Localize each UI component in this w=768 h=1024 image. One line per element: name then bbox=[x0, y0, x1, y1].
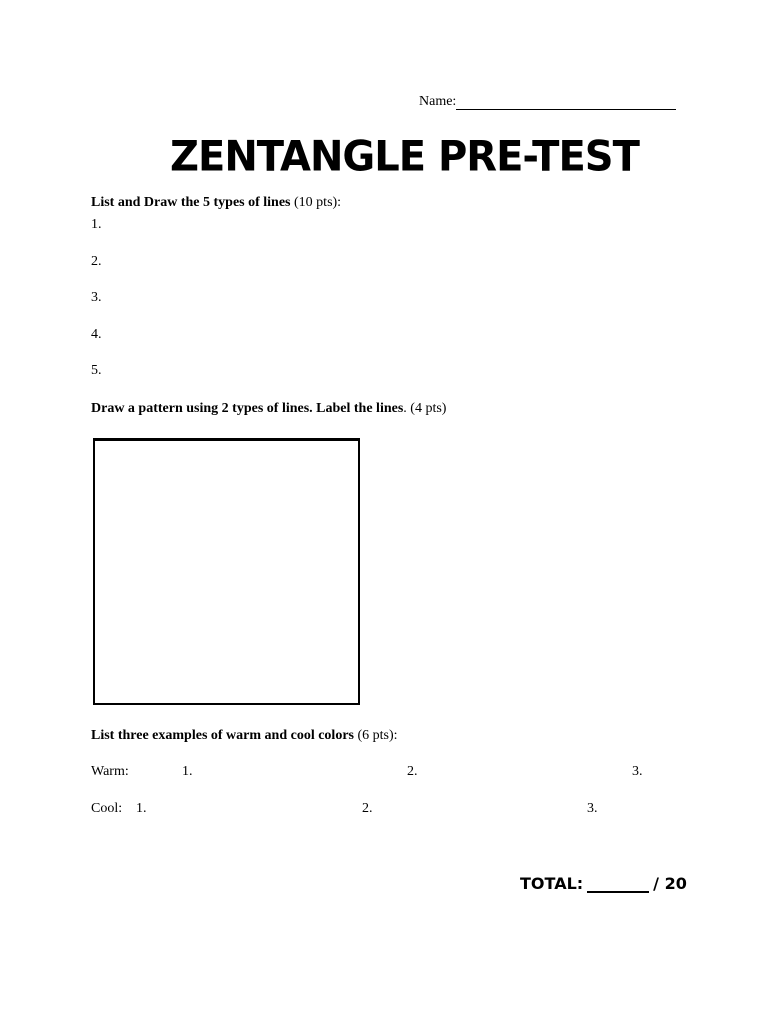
section-lines-heading bbox=[91, 195, 341, 211]
line-item-1: 1. bbox=[91, 217, 102, 232]
line-item-3: 3. bbox=[91, 290, 102, 305]
section-colors-heading-points: (6 pts): bbox=[353, 728, 398, 743]
section-pattern-heading-points: . (4 pts) bbox=[403, 401, 447, 416]
total-blank-line[interactable] bbox=[587, 877, 649, 893]
section-pattern-heading-bold: Draw a pattern using 2 types of lines. Label the lines bbox=[91, 401, 404, 416]
warm-item-3: 3. bbox=[632, 764, 643, 779]
section-lines-heading-bold: List and Draw the 5 types of lines bbox=[91, 195, 291, 210]
cool-label: Cool: bbox=[91, 801, 123, 816]
total-score bbox=[520, 874, 687, 893]
pattern-drawing-box[interactable] bbox=[93, 438, 360, 705]
page-title: ZENTANGLE PRE-TEST bbox=[170, 132, 639, 182]
cool-item-3: 3. bbox=[587, 801, 598, 816]
cool-item-1: 1. bbox=[136, 801, 147, 816]
warm-label: Warm: bbox=[91, 764, 129, 779]
line-item-4: 4. bbox=[91, 327, 102, 342]
line-item-2: 2. bbox=[91, 254, 102, 269]
section-lines-heading-points: (10 pts): bbox=[290, 195, 342, 210]
line-item-5: 5. bbox=[91, 363, 102, 378]
name-label: Name: bbox=[419, 94, 457, 109]
name-blank-line[interactable] bbox=[456, 95, 676, 110]
section-colors-heading-bold: List three examples of warm and cool colors bbox=[91, 728, 354, 743]
warm-item-1: 1. bbox=[182, 764, 193, 779]
total-label: TOTAL: bbox=[520, 874, 584, 893]
warm-item-2: 2. bbox=[407, 764, 418, 779]
name-field[interactable] bbox=[419, 94, 676, 110]
section-pattern-heading bbox=[91, 401, 446, 417]
total-suffix: / 20 bbox=[653, 874, 687, 893]
cool-item-2: 2. bbox=[362, 801, 373, 816]
section-colors-heading bbox=[91, 728, 398, 744]
